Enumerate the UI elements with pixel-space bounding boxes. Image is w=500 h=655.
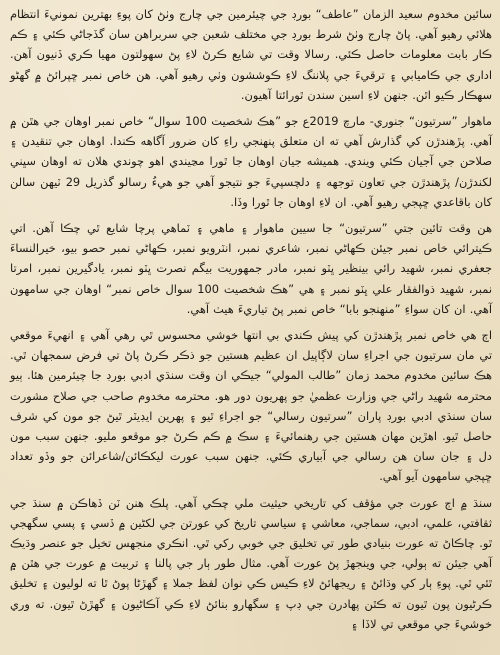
paragraph-3: هن وقت تائين جتي ”سرتيون“ جا سيين ماهوار ۽ ماهي ۽ ٽماهي پرچا شايع ٿي چڪا آهن. اتي ڪيترائي خاص نمبر جيئن ڪهاڻي نمبر، شاعري نمبر، انٽرويو نمبر، ڪهاڻي نمبر حصو بيو، خيرالنساءَ جعفري نمبر، شهيد رائي بينظير ڀٽو نمبر، مادر جمهوريت بيگم نصرت ڀٽو نمبر، يادگيرين نمبر، امرتا نمبر، شهيد ذوالفقار علي ڀٽو نمبر ۽ هي ”هڪ شخصيت 100 سوال خاص نمبر“ اوهان جي سامهون آهي. ان کان سواءِ ”منهنجو بابا“ خاص نمبر پڻ تياريءَ هيٺ آهي.: [10, 221, 492, 316]
paragraph-1: سائين مخدوم سعيد الزمان ”عاطف“ بورڊ جي چيئرمين جي چارج وٺڻ کان پوءِ بهترين نمونيءَ انتظام هلائي رهيو آهي. پاڻ چارج وٺڻ شرط بورڊ جي مختلف شعبن جي سربراهن سان گڏجاڻي ڪئي ۽ ڪم ڪار بابت معلومات حاصل ڪئي. رسالا وقت تي شايع ڪرڻ لاءِ پڻ سهولتون مهيا ڪري ڏنيون آهن. اداري جي ڪاميابي ۽ ترقيءَ جي پلاننگ لاءِ ڪوششون وٺي رهيو آهي. هن خاص نمبر ڇپرائڻ ۾ گهڻو سهڪار ڪيو اٿن. جنهن لاءِ اسين سندن ٿورائتا آهيون.: [10, 7, 492, 102]
paragraph-2: ماهوار ”سرتيون“ جنوري- مارچ 2019ع جو ”هڪ شخصيت 100 سوال“ خاص نمبر اوهان جي هٿن ۾ آهي. پڙهندڙن کي گذارش آهي ته ان متعلق پنهنجي راءِ کان ضرور آگاهه ڪندا. اوهان جي تنقيدن ۽ صلاحن جي آجيان ڪئي ويندي. هميشه جيان اوهان جا ٿورا مڃيندي اهو چوندي هلان ته اوهان سڀني لکندڙن/ پڙهندڙن جي تعاون توجهه ۽ دلچسپيءَ جو نتيجو آهي جو هيءُ رسالو گذريل 29 ٽيهن سالن کان باقاعدي ڇپجي رهيو آهي. ان لاءِ اوهان جا ٿورا وڏا.: [10, 114, 492, 209]
paragraph-4: اڄ هي خاص نمبر پڙهندڙن کي پيش ڪندي بي انتها خوشي محسوس ٿي رهي آهي ۽ انهيءَ موقعي تي مان سرتيون جي اجراءِ سان لاڳاپيل ان عظيم هستين جو ذڪر ڪرڻ پاڻ تي فرض سمجهان ٿي. هڪ سائين مخدوم محمد زمان ”طالب المولي“ جيڪي ان وقت سنڌي ادبي بورڊ جا چيئرمين هئا. ٻيو محترمه شهيد راڻي جي وزارت عظميٰ جو پهريون دور هو. محترمه مخدوم صاحب جي صلاح مشورت سان سنڌي ادبي بورڊ پاران ”سرتيون رسالي“ جو اجراءِ ٿيو ۽ پهرين ايڊيٽر ٿيڻ جو مون کي شرف حاصل ٿيو. اهڙين مهان هستين جي رهنمائيءَ ۽ سڪ ۾ ڪم ڪرڻ جو موقعو مليو. جنهن سبب مون دل ۽ جان سان هن رسالي جي آبياري ڪئي. جنهن سبب عورت ليکڪائن/شاعرائن جو وڏو تعداد ڇپجي سامهون آيو آهي.: [10, 328, 492, 484]
paragraph-5: سنڌ ۾ اڄ عورت جي مؤقف کي تاريخي حيثيت ملي چڪي آهي. پلڪ هنن ٽن ڏهاڪن ۾ سنڌ جي ثقافتي، علمي، ادبي، سماجي، معاشي ۽ سياسي تاريخ کي عورتن جي لکڻين ۾ ڏسي ۽ پسي سگهجي ٿو. چاڪاڻ ته عورت بنيادي طور تي تخليق جي خوبي رکي ٿي. انڪري منجهس تخيل جو عنصر وڌيڪ آهي جيئن ته ٻولي، جي وينجهڙ پڻ عورت آهي. مثال طور ٻار جي پالنا ۽ تربيت ۾ عورت جي هٿن ۾ ٿئي ٿي. پوءِ ٻار کي وڌائڻ ۽ ريجهائڻ لاءِ ڪيس ڪي نوان لفظ جملا ۽ گهڙڻا پوڻ ٿا ته لوليون ۽ تخليق ڪرڻيون پون ٿيون ته ڪٿن پهادرن جي ڊپ ۽ سگهارو بنائڻ لاءِ ڪي آڪاڻيون ۽ گهڙڻ ٿيون. ته وري خوشيءَ جي موقعي تي لاڏا ۽: [10, 495, 492, 631]
